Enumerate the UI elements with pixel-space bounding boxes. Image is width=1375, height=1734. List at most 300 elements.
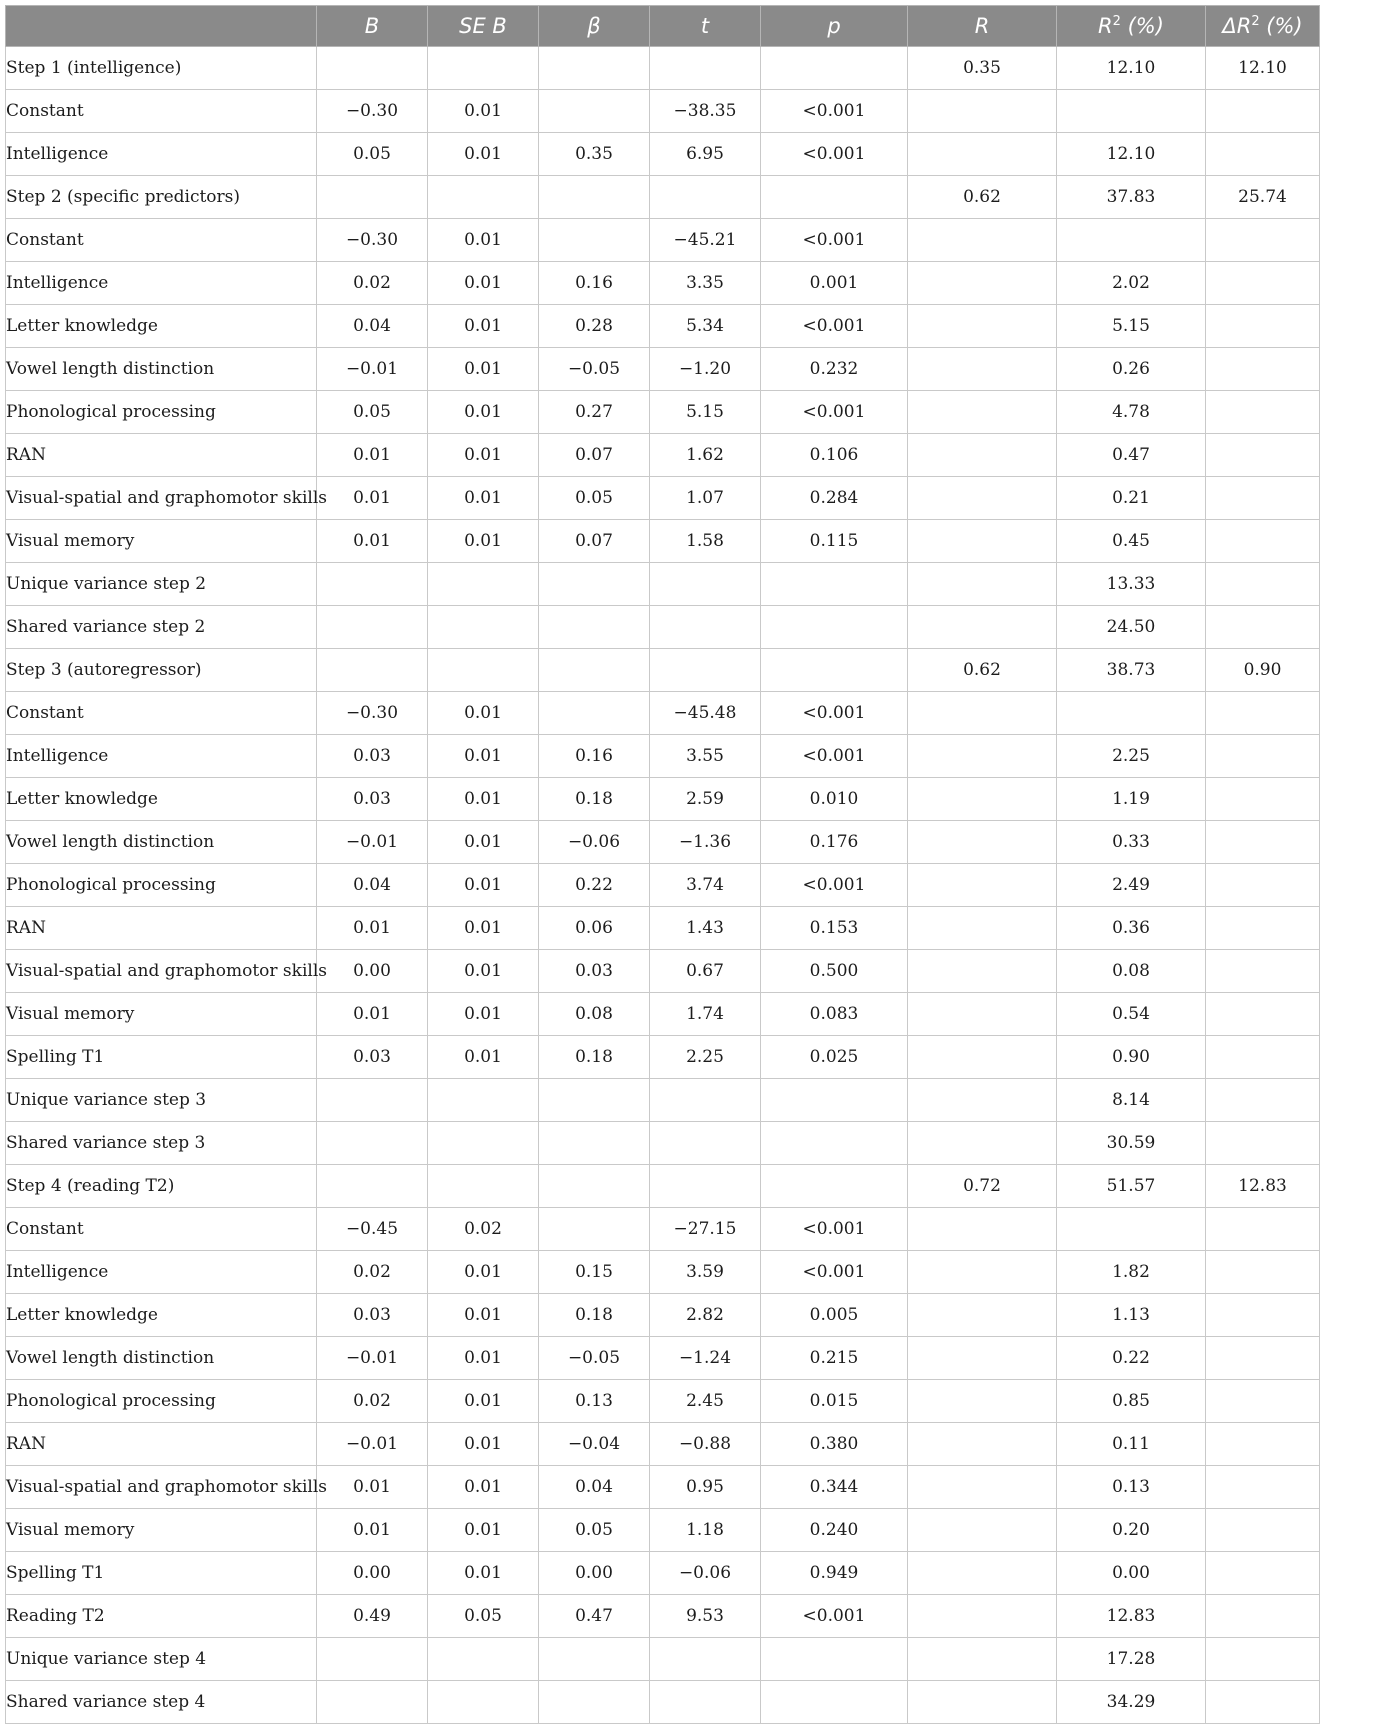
cell-b bbox=[317, 176, 428, 219]
cell-t bbox=[650, 563, 761, 606]
cell-r-squared: 2.02 bbox=[1057, 262, 1206, 305]
table-row bbox=[6, 477, 1320, 520]
cell-t: 0.95 bbox=[650, 1466, 761, 1509]
cell-beta: 0.18 bbox=[539, 1294, 650, 1337]
cell-predictor: Constant bbox=[6, 1208, 317, 1251]
cell-r bbox=[908, 391, 1057, 434]
cell-r: 0.35 bbox=[908, 47, 1057, 90]
cell-r-squared: 0.85 bbox=[1057, 1380, 1206, 1423]
cell-se-b: 0.01 bbox=[428, 907, 539, 950]
cell-b: 0.01 bbox=[317, 477, 428, 520]
cell-t: 2.82 bbox=[650, 1294, 761, 1337]
cell-se-b: 0.01 bbox=[428, 434, 539, 477]
table-row bbox=[6, 950, 1320, 993]
header-predictor bbox=[6, 6, 317, 47]
cell-r bbox=[908, 1122, 1057, 1165]
cell-beta bbox=[539, 1638, 650, 1681]
cell-r-squared: 0.13 bbox=[1057, 1466, 1206, 1509]
cell-r-squared: 34.29 bbox=[1057, 1681, 1206, 1724]
cell-delta-r-squared bbox=[1206, 305, 1320, 348]
cell-predictor: Spelling T1 bbox=[6, 1552, 317, 1595]
cell-se-b bbox=[428, 649, 539, 692]
cell-p: 0.380 bbox=[761, 1423, 908, 1466]
cell-se-b: 0.01 bbox=[428, 864, 539, 907]
table-row bbox=[6, 692, 1320, 735]
regression-table bbox=[5, 5, 1320, 1724]
cell-p: 0.010 bbox=[761, 778, 908, 821]
cell-t bbox=[650, 1681, 761, 1724]
cell-t: 6.95 bbox=[650, 133, 761, 176]
cell-r-squared: 0.26 bbox=[1057, 348, 1206, 391]
cell-beta bbox=[539, 1165, 650, 1208]
cell-r-squared: 2.25 bbox=[1057, 735, 1206, 778]
cell-r-squared: 0.47 bbox=[1057, 434, 1206, 477]
cell-r bbox=[908, 1294, 1057, 1337]
cell-r bbox=[908, 305, 1057, 348]
cell-p bbox=[761, 649, 908, 692]
table-row bbox=[6, 391, 1320, 434]
cell-beta: 0.18 bbox=[539, 778, 650, 821]
cell-p: 0.284 bbox=[761, 477, 908, 520]
cell-r-squared: 38.73 bbox=[1057, 649, 1206, 692]
cell-b bbox=[317, 606, 428, 649]
cell-r-squared: 12.10 bbox=[1057, 133, 1206, 176]
cell-se-b: 0.01 bbox=[428, 1251, 539, 1294]
cell-beta bbox=[539, 1122, 650, 1165]
cell-r bbox=[908, 692, 1057, 735]
cell-predictor: Letter knowledge bbox=[6, 778, 317, 821]
cell-beta: 0.04 bbox=[539, 1466, 650, 1509]
cell-b: −0.01 bbox=[317, 1337, 428, 1380]
cell-r bbox=[908, 778, 1057, 821]
cell-predictor: Step 3 (autoregressor) bbox=[6, 649, 317, 692]
table-row bbox=[6, 1595, 1320, 1638]
cell-r-squared: 8.14 bbox=[1057, 1079, 1206, 1122]
cell-beta: 0.00 bbox=[539, 1552, 650, 1595]
cell-delta-r-squared bbox=[1206, 1466, 1320, 1509]
cell-predictor: RAN bbox=[6, 907, 317, 950]
cell-b: 0.04 bbox=[317, 305, 428, 348]
cell-t: −45.48 bbox=[650, 692, 761, 735]
cell-b: 0.00 bbox=[317, 950, 428, 993]
cell-p bbox=[761, 1165, 908, 1208]
cell-t: 5.34 bbox=[650, 305, 761, 348]
cell-t: 0.67 bbox=[650, 950, 761, 993]
cell-se-b: 0.01 bbox=[428, 1423, 539, 1466]
cell-delta-r-squared bbox=[1206, 606, 1320, 649]
cell-r-squared: 1.13 bbox=[1057, 1294, 1206, 1337]
cell-r-squared bbox=[1057, 692, 1206, 735]
cell-t: −27.15 bbox=[650, 1208, 761, 1251]
cell-predictor: Constant bbox=[6, 692, 317, 735]
cell-t bbox=[650, 1079, 761, 1122]
cell-t: 2.25 bbox=[650, 1036, 761, 1079]
cell-r bbox=[908, 477, 1057, 520]
table-row bbox=[6, 1251, 1320, 1294]
cell-b: 0.49 bbox=[317, 1595, 428, 1638]
cell-p: <0.001 bbox=[761, 1208, 908, 1251]
cell-p: 0.344 bbox=[761, 1466, 908, 1509]
cell-p: <0.001 bbox=[761, 864, 908, 907]
cell-p: <0.001 bbox=[761, 735, 908, 778]
cell-predictor: Phonological processing bbox=[6, 1380, 317, 1423]
table-row bbox=[6, 1079, 1320, 1122]
cell-r bbox=[908, 1079, 1057, 1122]
cell-p: <0.001 bbox=[761, 90, 908, 133]
cell-se-b: 0.01 bbox=[428, 692, 539, 735]
cell-beta bbox=[539, 90, 650, 133]
cell-r bbox=[908, 520, 1057, 563]
cell-b: 0.01 bbox=[317, 1466, 428, 1509]
cell-t: 5.15 bbox=[650, 391, 761, 434]
table-row bbox=[6, 1122, 1320, 1165]
cell-delta-r-squared bbox=[1206, 864, 1320, 907]
cell-t: 3.55 bbox=[650, 735, 761, 778]
cell-p: <0.001 bbox=[761, 1595, 908, 1638]
cell-b: 0.02 bbox=[317, 262, 428, 305]
cell-r bbox=[908, 90, 1057, 133]
cell-beta: 0.03 bbox=[539, 950, 650, 993]
cell-beta bbox=[539, 1208, 650, 1251]
cell-t: −1.24 bbox=[650, 1337, 761, 1380]
cell-b: 0.02 bbox=[317, 1380, 428, 1423]
cell-b: 0.03 bbox=[317, 1294, 428, 1337]
cell-predictor: RAN bbox=[6, 434, 317, 477]
cell-t bbox=[650, 47, 761, 90]
cell-b bbox=[317, 1638, 428, 1681]
cell-b bbox=[317, 47, 428, 90]
cell-r-squared: 5.15 bbox=[1057, 305, 1206, 348]
cell-b bbox=[317, 1079, 428, 1122]
cell-r-squared: 0.33 bbox=[1057, 821, 1206, 864]
cell-r-squared: 13.33 bbox=[1057, 563, 1206, 606]
cell-r bbox=[908, 606, 1057, 649]
table-row bbox=[6, 1681, 1320, 1724]
cell-r-squared: 0.20 bbox=[1057, 1509, 1206, 1552]
cell-predictor: Step 2 (specific predictors) bbox=[6, 176, 317, 219]
cell-b: 0.05 bbox=[317, 133, 428, 176]
cell-predictor: Step 4 (reading T2) bbox=[6, 1165, 317, 1208]
cell-beta bbox=[539, 1079, 650, 1122]
cell-p: 0.015 bbox=[761, 1380, 908, 1423]
header-row bbox=[6, 6, 1320, 47]
cell-b bbox=[317, 1681, 428, 1724]
cell-r bbox=[908, 1380, 1057, 1423]
cell-r bbox=[908, 735, 1057, 778]
cell-t: −0.88 bbox=[650, 1423, 761, 1466]
table-row bbox=[6, 778, 1320, 821]
cell-t: 1.43 bbox=[650, 907, 761, 950]
cell-beta: 0.08 bbox=[539, 993, 650, 1036]
cell-r-squared: 0.45 bbox=[1057, 520, 1206, 563]
cell-r-squared: 0.22 bbox=[1057, 1337, 1206, 1380]
cell-beta: 0.05 bbox=[539, 477, 650, 520]
cell-b: −0.45 bbox=[317, 1208, 428, 1251]
cell-predictor: Vowel length distinction bbox=[6, 348, 317, 391]
cell-b: −0.01 bbox=[317, 1423, 428, 1466]
cell-t bbox=[650, 649, 761, 692]
cell-predictor: Phonological processing bbox=[6, 864, 317, 907]
cell-r bbox=[908, 1466, 1057, 1509]
table-body bbox=[6, 47, 1320, 1724]
cell-p: 0.153 bbox=[761, 907, 908, 950]
cell-beta bbox=[539, 219, 650, 262]
cell-predictor: Intelligence bbox=[6, 1251, 317, 1294]
cell-predictor: Intelligence bbox=[6, 262, 317, 305]
cell-predictor: Intelligence bbox=[6, 735, 317, 778]
cell-r-squared: 30.59 bbox=[1057, 1122, 1206, 1165]
cell-se-b: 0.01 bbox=[428, 305, 539, 348]
cell-se-b bbox=[428, 606, 539, 649]
cell-se-b: 0.01 bbox=[428, 993, 539, 1036]
cell-beta: 0.05 bbox=[539, 1509, 650, 1552]
cell-se-b: 0.01 bbox=[428, 950, 539, 993]
cell-predictor: Vowel length distinction bbox=[6, 1337, 317, 1380]
cell-beta: 0.07 bbox=[539, 434, 650, 477]
cell-delta-r-squared bbox=[1206, 993, 1320, 1036]
table-row bbox=[6, 1552, 1320, 1595]
table-row bbox=[6, 520, 1320, 563]
cell-se-b: 0.01 bbox=[428, 520, 539, 563]
cell-se-b bbox=[428, 1122, 539, 1165]
cell-delta-r-squared bbox=[1206, 563, 1320, 606]
cell-delta-r-squared bbox=[1206, 950, 1320, 993]
cell-beta: 0.16 bbox=[539, 735, 650, 778]
cell-b bbox=[317, 1122, 428, 1165]
cell-r: 0.62 bbox=[908, 176, 1057, 219]
cell-predictor: Constant bbox=[6, 90, 317, 133]
cell-r bbox=[908, 950, 1057, 993]
cell-p: <0.001 bbox=[761, 305, 908, 348]
cell-delta-r-squared bbox=[1206, 90, 1320, 133]
cell-r bbox=[908, 821, 1057, 864]
cell-se-b: 0.01 bbox=[428, 1294, 539, 1337]
cell-delta-r-squared bbox=[1206, 348, 1320, 391]
cell-predictor: Unique variance step 3 bbox=[6, 1079, 317, 1122]
cell-beta bbox=[539, 563, 650, 606]
cell-predictor: Visual memory bbox=[6, 1509, 317, 1552]
cell-predictor: Shared variance step 4 bbox=[6, 1681, 317, 1724]
cell-r bbox=[908, 1595, 1057, 1638]
table-row bbox=[6, 1466, 1320, 1509]
cell-delta-r-squared: 25.74 bbox=[1206, 176, 1320, 219]
cell-se-b: 0.01 bbox=[428, 778, 539, 821]
cell-r bbox=[908, 1681, 1057, 1724]
cell-r-squared: 12.83 bbox=[1057, 1595, 1206, 1638]
table-row bbox=[6, 1638, 1320, 1681]
cell-p: 0.176 bbox=[761, 821, 908, 864]
cell-b bbox=[317, 1165, 428, 1208]
cell-r bbox=[908, 1251, 1057, 1294]
cell-t bbox=[650, 176, 761, 219]
cell-r bbox=[908, 219, 1057, 262]
cell-delta-r-squared bbox=[1206, 1337, 1320, 1380]
cell-t: 1.58 bbox=[650, 520, 761, 563]
cell-p bbox=[761, 1681, 908, 1724]
cell-b: −0.30 bbox=[317, 692, 428, 735]
cell-predictor: Shared variance step 3 bbox=[6, 1122, 317, 1165]
table-row bbox=[6, 1337, 1320, 1380]
table-row bbox=[6, 563, 1320, 606]
cell-p bbox=[761, 1122, 908, 1165]
table-row bbox=[6, 735, 1320, 778]
cell-delta-r-squared bbox=[1206, 692, 1320, 735]
cell-beta bbox=[539, 1681, 650, 1724]
cell-t: −0.06 bbox=[650, 1552, 761, 1595]
cell-delta-r-squared bbox=[1206, 477, 1320, 520]
cell-r bbox=[908, 563, 1057, 606]
cell-b: 0.01 bbox=[317, 1509, 428, 1552]
cell-r-squared: 24.50 bbox=[1057, 606, 1206, 649]
cell-b: 0.01 bbox=[317, 434, 428, 477]
cell-predictor: Unique variance step 4 bbox=[6, 1638, 317, 1681]
cell-delta-r-squared bbox=[1206, 520, 1320, 563]
cell-b: 0.03 bbox=[317, 1036, 428, 1079]
header-p: p bbox=[761, 6, 908, 47]
cell-r-squared bbox=[1057, 90, 1206, 133]
cell-se-b: 0.01 bbox=[428, 219, 539, 262]
cell-se-b: 0.01 bbox=[428, 821, 539, 864]
cell-se-b: 0.01 bbox=[428, 1036, 539, 1079]
cell-se-b: 0.01 bbox=[428, 1380, 539, 1423]
cell-beta: −0.05 bbox=[539, 348, 650, 391]
cell-r: 0.62 bbox=[908, 649, 1057, 692]
cell-r: 0.72 bbox=[908, 1165, 1057, 1208]
cell-beta bbox=[539, 649, 650, 692]
cell-r-squared: 17.28 bbox=[1057, 1638, 1206, 1681]
cell-beta: 0.15 bbox=[539, 1251, 650, 1294]
cell-t bbox=[650, 1165, 761, 1208]
cell-p: 0.106 bbox=[761, 434, 908, 477]
cell-se-b: 0.01 bbox=[428, 1466, 539, 1509]
cell-r bbox=[908, 864, 1057, 907]
cell-p: <0.001 bbox=[761, 692, 908, 735]
cell-se-b bbox=[428, 1638, 539, 1681]
cell-predictor: Visual memory bbox=[6, 520, 317, 563]
cell-se-b: 0.01 bbox=[428, 262, 539, 305]
cell-t: −1.36 bbox=[650, 821, 761, 864]
cell-delta-r-squared bbox=[1206, 262, 1320, 305]
cell-se-b: 0.01 bbox=[428, 1337, 539, 1380]
cell-se-b bbox=[428, 1681, 539, 1724]
header-r: R bbox=[908, 6, 1057, 47]
cell-se-b: 0.01 bbox=[428, 391, 539, 434]
cell-b: 0.01 bbox=[317, 993, 428, 1036]
cell-b: 0.03 bbox=[317, 735, 428, 778]
cell-delta-r-squared bbox=[1206, 907, 1320, 950]
cell-r bbox=[908, 434, 1057, 477]
cell-r-squared: 0.90 bbox=[1057, 1036, 1206, 1079]
cell-t: 1.18 bbox=[650, 1509, 761, 1552]
cell-delta-r-squared bbox=[1206, 1595, 1320, 1638]
cell-se-b: 0.01 bbox=[428, 477, 539, 520]
cell-predictor: Visual-spatial and graphomotor skills bbox=[6, 1466, 317, 1509]
cell-se-b bbox=[428, 1165, 539, 1208]
cell-t: 1.74 bbox=[650, 993, 761, 1036]
cell-p bbox=[761, 606, 908, 649]
cell-beta: 0.06 bbox=[539, 907, 650, 950]
cell-r-squared: 1.82 bbox=[1057, 1251, 1206, 1294]
cell-t: 3.35 bbox=[650, 262, 761, 305]
header-b: B bbox=[317, 6, 428, 47]
cell-t: −38.35 bbox=[650, 90, 761, 133]
cell-se-b: 0.01 bbox=[428, 1509, 539, 1552]
cell-t bbox=[650, 606, 761, 649]
cell-delta-r-squared bbox=[1206, 1509, 1320, 1552]
cell-p bbox=[761, 176, 908, 219]
cell-se-b bbox=[428, 1079, 539, 1122]
table-row bbox=[6, 1423, 1320, 1466]
cell-t: −1.20 bbox=[650, 348, 761, 391]
cell-b: −0.30 bbox=[317, 90, 428, 133]
table-row bbox=[6, 907, 1320, 950]
cell-p: 0.115 bbox=[761, 520, 908, 563]
table-row bbox=[6, 219, 1320, 262]
cell-b: −0.01 bbox=[317, 348, 428, 391]
cell-r-squared bbox=[1057, 219, 1206, 262]
cell-predictor: Step 1 (intelligence) bbox=[6, 47, 317, 90]
cell-delta-r-squared bbox=[1206, 133, 1320, 176]
header-delta-r-squared: $\Delta R^2$ (%) bbox=[1206, 6, 1320, 47]
cell-delta-r-squared: 12.10 bbox=[1206, 47, 1320, 90]
cell-p bbox=[761, 1079, 908, 1122]
cell-r-squared: 2.49 bbox=[1057, 864, 1206, 907]
cell-p: <0.001 bbox=[761, 1251, 908, 1294]
cell-predictor: Visual-spatial and graphomotor skills bbox=[6, 477, 317, 520]
header-t: t bbox=[650, 6, 761, 47]
table-row bbox=[6, 434, 1320, 477]
cell-beta bbox=[539, 47, 650, 90]
cell-r-squared: 37.83 bbox=[1057, 176, 1206, 219]
cell-r bbox=[908, 1509, 1057, 1552]
cell-beta: 0.28 bbox=[539, 305, 650, 348]
table-row bbox=[6, 1036, 1320, 1079]
cell-b: 0.04 bbox=[317, 864, 428, 907]
cell-se-b: 0.01 bbox=[428, 348, 539, 391]
cell-r bbox=[908, 1337, 1057, 1380]
cell-predictor: Constant bbox=[6, 219, 317, 262]
cell-r-squared: 12.10 bbox=[1057, 47, 1206, 90]
cell-p bbox=[761, 1638, 908, 1681]
cell-p: 0.500 bbox=[761, 950, 908, 993]
cell-b bbox=[317, 649, 428, 692]
cell-t: −45.21 bbox=[650, 219, 761, 262]
cell-delta-r-squared bbox=[1206, 1638, 1320, 1681]
cell-t: 1.62 bbox=[650, 434, 761, 477]
cell-predictor: Letter knowledge bbox=[6, 305, 317, 348]
cell-r bbox=[908, 1208, 1057, 1251]
cell-r-squared: 0.08 bbox=[1057, 950, 1206, 993]
cell-r bbox=[908, 993, 1057, 1036]
cell-p: 0.240 bbox=[761, 1509, 908, 1552]
cell-r bbox=[908, 262, 1057, 305]
cell-beta bbox=[539, 176, 650, 219]
cell-delta-r-squared bbox=[1206, 391, 1320, 434]
cell-predictor: Spelling T1 bbox=[6, 1036, 317, 1079]
cell-se-b: 0.01 bbox=[428, 1552, 539, 1595]
table-row bbox=[6, 821, 1320, 864]
cell-t bbox=[650, 1122, 761, 1165]
cell-r-squared: 1.19 bbox=[1057, 778, 1206, 821]
cell-b: 0.02 bbox=[317, 1251, 428, 1294]
cell-b: 0.00 bbox=[317, 1552, 428, 1595]
table-row bbox=[6, 90, 1320, 133]
cell-predictor: Visual-spatial and graphomotor skills bbox=[6, 950, 317, 993]
cell-p bbox=[761, 563, 908, 606]
cell-se-b: 0.01 bbox=[428, 133, 539, 176]
cell-p: 0.005 bbox=[761, 1294, 908, 1337]
table-row bbox=[6, 133, 1320, 176]
